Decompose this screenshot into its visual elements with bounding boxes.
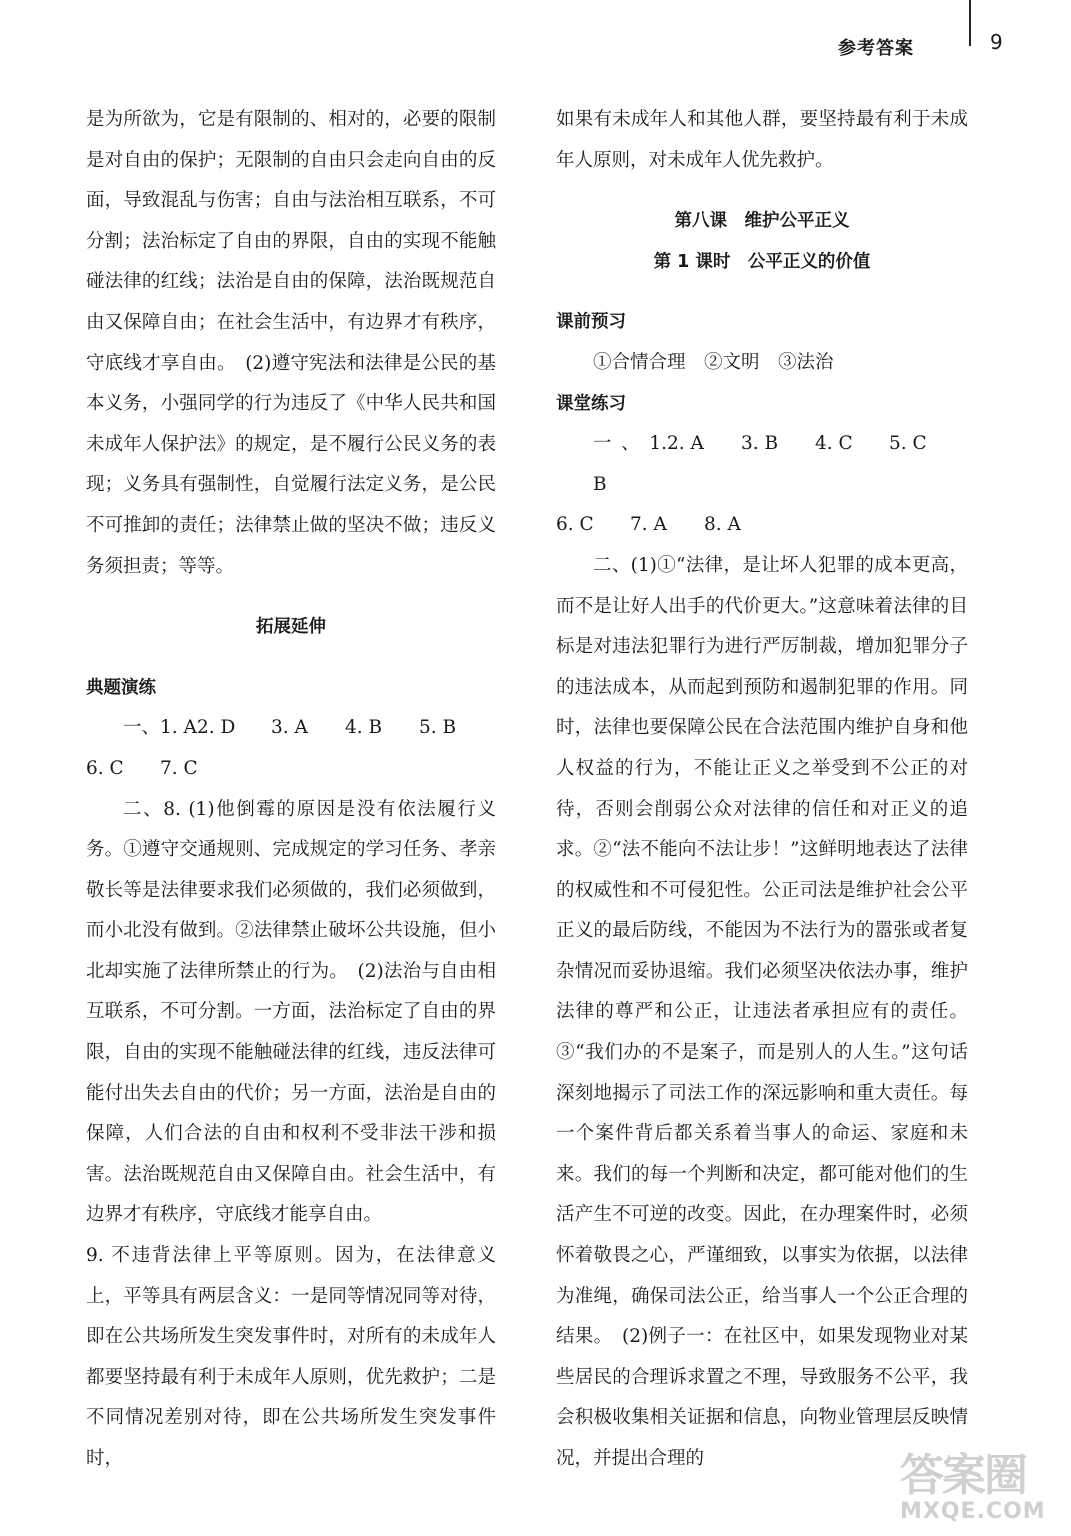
watermark-main: 答案圈 xyxy=(900,1450,1026,1501)
answer-item: 6. C xyxy=(556,514,594,536)
right-column xyxy=(556,100,968,1480)
answer-item: 4. B xyxy=(345,717,383,739)
header-divider xyxy=(969,0,971,46)
answer-item: 7. A xyxy=(630,514,667,536)
answer-item: 7. C xyxy=(160,757,198,779)
watermark-logo xyxy=(900,1452,1060,1528)
answer-item: 一、1. B xyxy=(593,433,667,495)
answer-row-2 xyxy=(86,749,496,790)
answer-item: 一、1. A xyxy=(123,717,197,739)
answer-row-2 xyxy=(556,505,968,546)
section-title-extension: 拓展延伸 xyxy=(256,617,326,638)
answer-item: 3. B xyxy=(741,433,779,455)
left-paragraph-2: 二、8. (1)他倒霉的原因是没有依法履行义务。①遵守交通规则、完成规定的学习任务、孝亲敬长等是法律要求我们必须做的，我们必须做到，而小北没有做到。②法律禁止破坏公共设施，但小北却实施了法律所禁止的行为。 (2)法治与自由相互联系，不可分割。一方面，法治标定了自由的界限，自由的实现不能触碰法律的红线，违反法律可能付出失去自由的代价；另一方面，法治是自由的保障，人们合法的自由和权利不受非法干涉和损害。法治既规范自由又保障自由。社会生活中，有边界才有秩序，守底线才能享自由。 xyxy=(86,798,496,1226)
preview-heading: 课前预习 xyxy=(556,312,626,333)
left-paragraph-3: 9. 不违背法律上平等原则。因为，在法律意义上，平等具有两层含义：一是同等情况同等对待，即在公共场所发生突发事件时，对所有的未成年人都要坚持最有利于未成年人原则，优先救护；二是不同情况差别对待，即在公共场所发生突发事件时， xyxy=(86,1245,496,1469)
answer-item: 8. A xyxy=(704,514,741,536)
page-number: 9 xyxy=(990,30,1003,54)
answer-item: 2. A xyxy=(667,433,704,455)
period-title: 第 1 课时 公平正义的价值 xyxy=(653,251,871,272)
answer-row-1 xyxy=(556,424,968,505)
header-title: 参考答案 xyxy=(838,38,914,59)
answer-item: 6. C xyxy=(86,757,124,779)
left-column xyxy=(86,100,496,1480)
right-paragraph-1: 如果有未成年人和其他人群，要坚持最有利于未成年人原则，对未成年人优先救护。 xyxy=(556,109,968,171)
lesson-title: 第八课 维护公平正义 xyxy=(674,211,850,232)
left-paragraph-1: 是为所欲为，它是有限制的、相对的，必要的限制是对自由的保护；无限制的自由只会走向自由的反面，导致混乱与伤害；自由与法治相互联系，不可分割；法治标定了自由的界限，自由的实现不能触碰法律的红线；法治是自由的保障，法治既规范自由又保障自由；在社会生活中，有边界才有秩序，守底线才享自由。 (2)遵守宪法和法律是公民的基本义务，小强同学的行为违反了《中华人民共和国未成年人保护法》的规定，是不履行公民义务的表现；义务具有强制性，自觉履行法定义务，是公民不可推卸的责任；法律禁止做的坚决不做；违反义务须担责；等等。 xyxy=(86,109,496,577)
practice-heading: 课堂练习 xyxy=(556,393,626,414)
watermark-url: MXQE.COM xyxy=(900,1499,1046,1524)
preview-answer: ①合情合理 ②文明 ③法治 xyxy=(593,351,834,373)
subsection-typical-exercises: 典题演练 xyxy=(86,677,156,698)
answer-item: 3. A xyxy=(271,717,308,739)
answer-item: 4. C xyxy=(815,433,853,455)
answer-row-1 xyxy=(86,708,496,749)
answer-item: 5. B xyxy=(419,717,457,739)
right-paragraph-2: 二、(1)①“法律，是让坏人犯罪的成本更高，而不是让好人出手的代价更大。”这意味着法律的目标是对违法犯罪行为进行严厉制裁，增加犯罪分子的违法成本，从而起到预防和遏制犯罪的作用。同时，法律也要保障公民在合法范围内维护自身和他人权益的行为，不能让正义之举受到不公正的对待，否则会削弱公众对法律的信任和对正义的追求。②“法不能向不法让步！”这鲜明地表达了法律的权威性和不可侵犯性。公正司法是维护社会公平正义的最后防线，不能因为不法行为的嚣张或者复杂情况而妥协退缩。我们必须坚决依法办事，维护法律的尊严和公正，让违法者承担应有的责任。③“我们办的不是案子，而是别人的人生。”这句话深刻地揭示了司法工作的深远影响和重大责任。每一个案件背后都关系着当事人的命运、家庭和未来。我们的每一个判断和决定，都可能对他们的生活产生不可逆的改变。因此，在办理案件时，必须怀着敬畏之心，严谨细致，以事实为依据，以法律为准绳，确保司法公正，给当事人一个公正合理的结果。 (2)例子一：在社区中，如果发现物业对某些居民的合理诉求置之不理，导致服务不公平，我会积极收集相关证据和信息，向物业管理层反映情况，并提出合理的 xyxy=(556,554,968,1469)
answer-item: 5. C xyxy=(889,433,927,455)
answer-item: 2. D xyxy=(197,717,236,739)
